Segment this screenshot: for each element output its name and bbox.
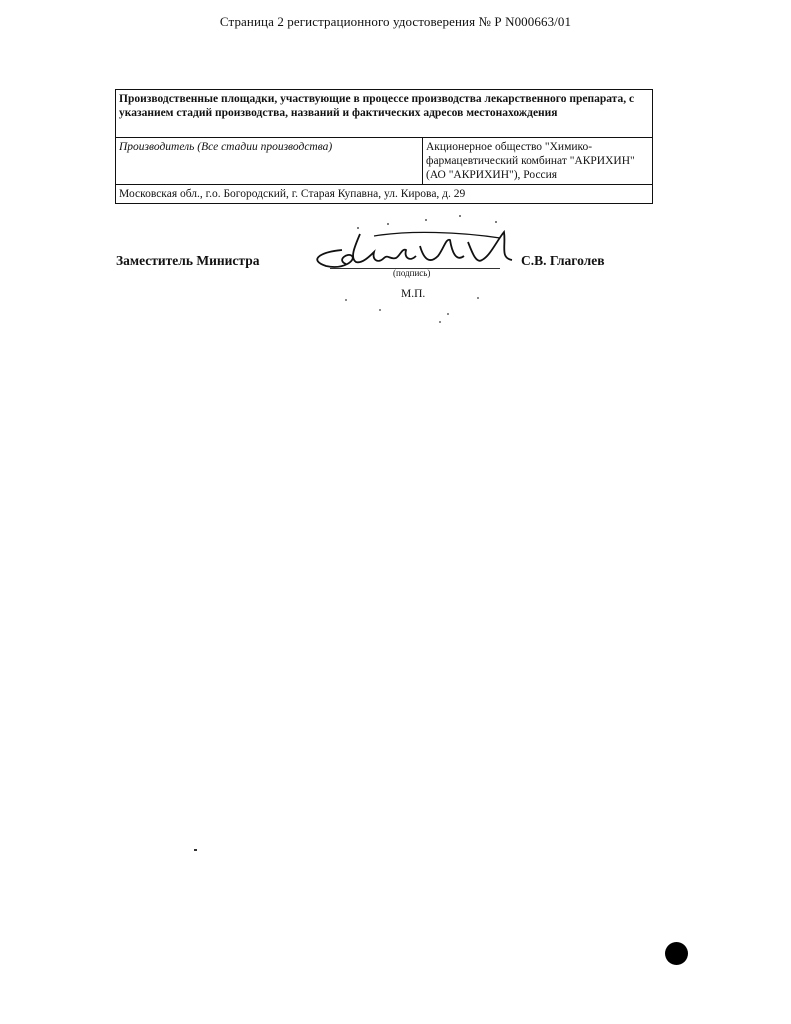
table-heading: Производственные площадки, участвующие в процессе производства лекарственного препарата, с указанием стадий производства, названий и фактических адресов местонахождения bbox=[116, 90, 653, 138]
signatory-title: Заместитель Министра bbox=[116, 253, 260, 268]
page-header: Страница 2 регистрационного удостоверения № Р N000663/01 bbox=[219, 14, 572, 29]
seal-label: М.П. bbox=[401, 288, 426, 300]
signatory-name: С.В. Глаголев bbox=[521, 253, 605, 268]
production-sites-table bbox=[115, 89, 653, 204]
scan-corner-dot bbox=[665, 942, 688, 965]
manufacturer-address: Московская обл., г.о. Богородский, г. Старая Купавна, ул. Кирова, д. 29 bbox=[116, 185, 653, 204]
manufacturer-organization: Акционерное общество "Химико-фармацевтический комбинат "АКРИХИН" (АО "АКРИХИН"), Россия bbox=[423, 138, 653, 185]
table-address-row bbox=[116, 185, 653, 204]
scan-speck bbox=[194, 849, 197, 851]
signature-caption: (подпись) bbox=[393, 268, 431, 278]
manufacturer-role: Производитель (Все стадии производства) bbox=[116, 138, 423, 185]
table-heading-row bbox=[116, 90, 653, 138]
table-row bbox=[116, 138, 653, 185]
